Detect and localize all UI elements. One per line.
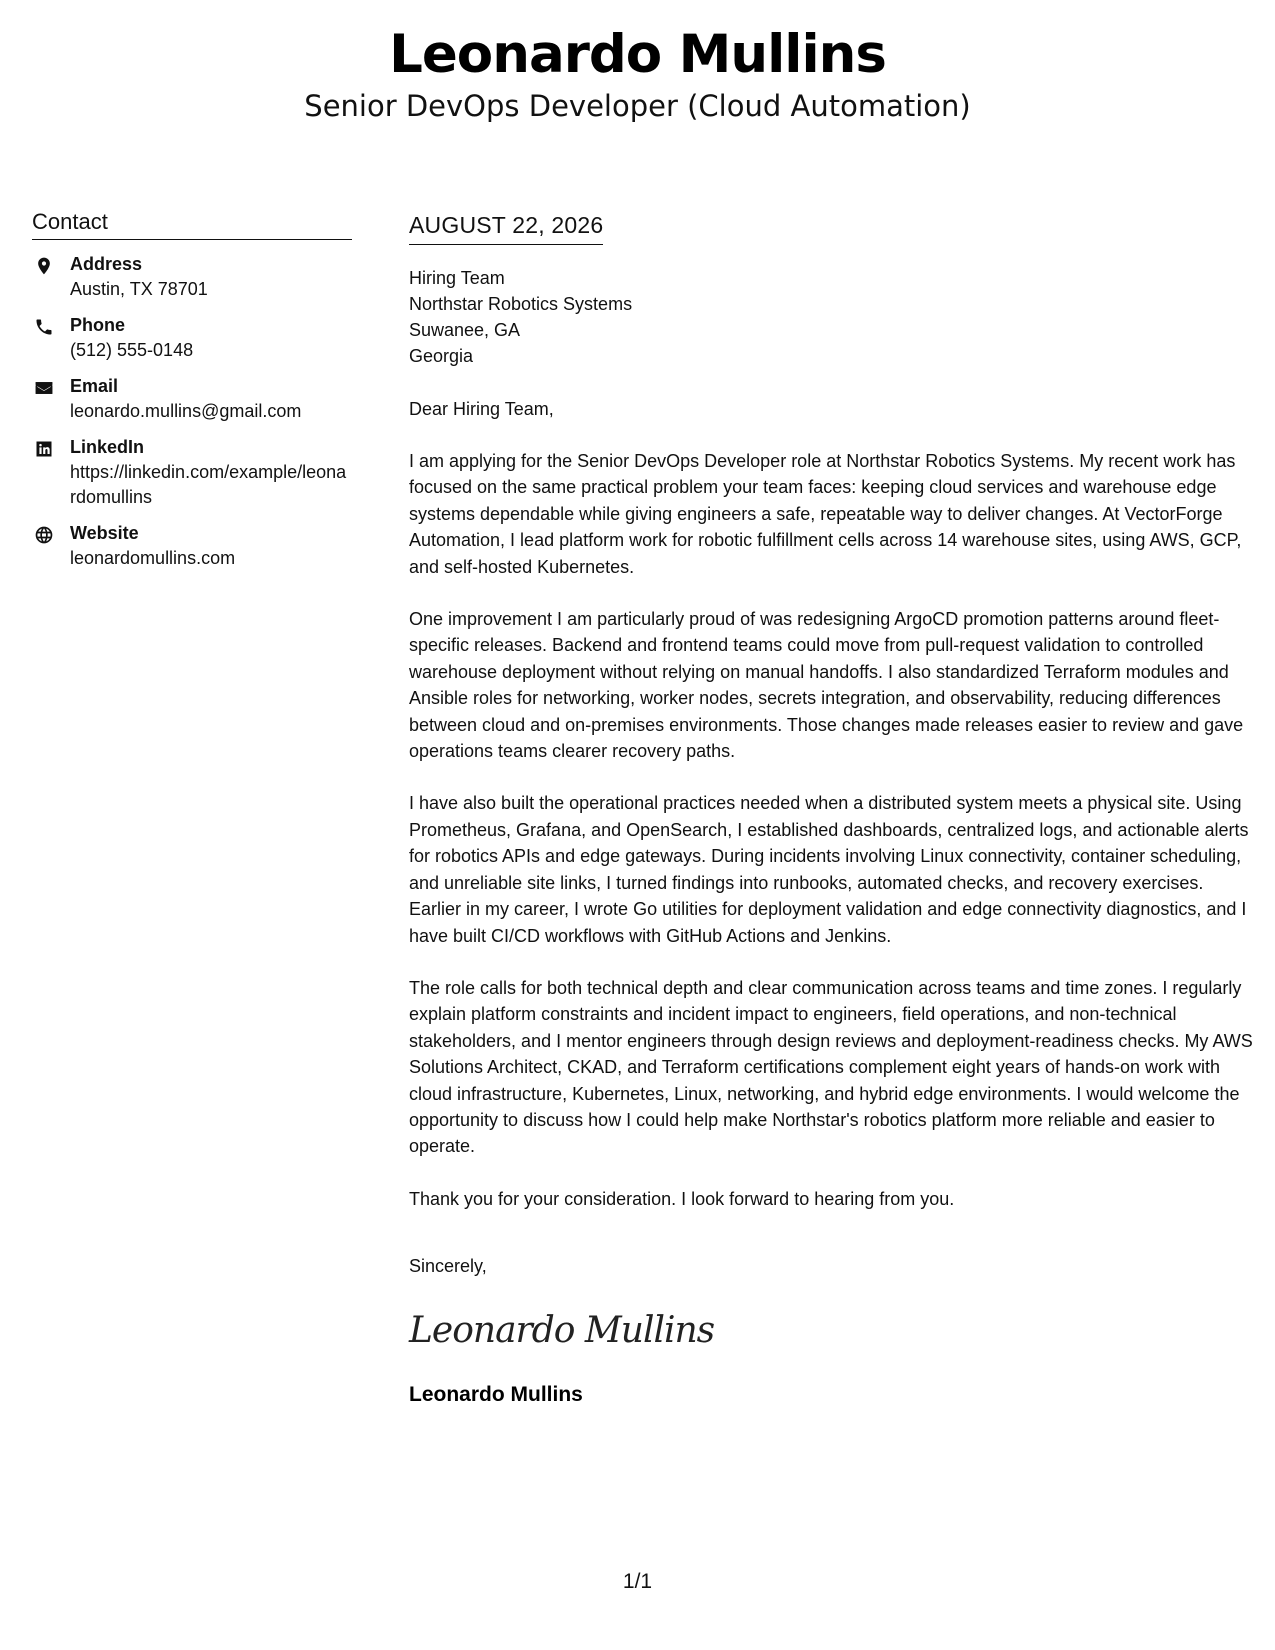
recipient-block	[409, 265, 1254, 369]
letter-header	[0, 22, 1275, 124]
handwritten-signature: Leonardo Mullins	[409, 1310, 715, 1352]
body-paragraph: Thank you for your consideration. I look forward to hearing from you.	[409, 1188, 955, 1209]
recipient-line: Georgia	[409, 346, 474, 366]
contact-value: (512) 555-0148	[70, 340, 194, 360]
contact-item-email	[32, 374, 352, 424]
salutation: Dear Hiring Team,	[409, 399, 554, 419]
contact-label: Website	[70, 523, 139, 543]
signer-name: Leonardo Mullins	[409, 1383, 583, 1407]
contact-value: Austin, TX 78701	[70, 279, 208, 299]
body-paragraph: The role calls for both technical depth and clear communication across teams and time zones. I regularly explain platform constraints and incident impact to engineers, field operations, and non-technical stakeholders, and I mentor engineers through design reviews and deployment-readiness checks. My AWS Solutions Architect, CKAD, and Terraform certifications complement eight years of hands-on work with cloud infrastructure, Kubernetes, Linux, networking, and hybrid edge environments. I would welcome the opportunity to discuss how I could help make Northstar's robotics platform more reliable and easier to operate.	[409, 977, 1253, 1157]
linkedin-icon	[32, 437, 56, 461]
body-paragraph: I am applying for the Senior DevOps Developer role at Northstar Robotics Systems. My recent work has focused on the same practical problem your team faces: keeping cloud services and warehouse edge systems dependable while giving engineers a safe, repeatable way to deliver changes. At VectorForge Automation, I lead platform work for robotic fulfillment cells across 14 warehouse sites, using AWS, GCP, and self-hosted Kubernetes.	[409, 451, 1242, 577]
contact-item-website	[32, 521, 352, 571]
contact-value[interactable]: https://linkedin.com/example/leonardomullins	[70, 462, 347, 507]
body-paragraph: I have also built the operational practices needed when a distributed system meets a physical site. Using Prometheus, Grafana, and OpenSearch, I established dashboards, centralized logs, and actionable alerts for robotics APIs and edge gateways. During incidents involving Linux connectivity, container scheduling, and unreliable site links, I turned findings into runbooks, automated checks, and recovery exercises. Earlier in my career, I wrote Go utilities for deployment validation and edge connectivity diagnostics, and I have built CI/CD workflows with GitHub Actions and Jenkins.	[409, 793, 1249, 946]
recipient-line: Suwanee, GA	[409, 320, 521, 340]
contact-heading: Contact	[32, 208, 352, 240]
letter-date-block	[409, 210, 603, 245]
contact-item-linkedin	[32, 435, 352, 510]
applicant-name: Leonardo Mullins	[389, 24, 886, 85]
contact-value: leonardo.mullins@gmail.com	[70, 401, 302, 421]
contact-item-phone	[32, 313, 352, 363]
contact-item-address	[32, 252, 352, 302]
recipient-line: Northstar Robotics Systems	[409, 294, 633, 314]
contact-list	[32, 252, 352, 571]
contact-value[interactable]: leonardomullins.com	[70, 548, 236, 568]
body-paragraph: One improvement I am particularly proud of was redesigning ArgoCD promotion patterns around fleet-specific releases. Backend and frontend teams could move from pull-request validation to controlled warehouse deployment without relying on manual handoffs. I also standardized Terraform modules and Ansible roles for networking, worker nodes, secrets integration, and observability, reducing differences between cloud and on-premises environments. Those changes made releases easier to review and gave operations teams clearer recovery paths.	[409, 609, 1244, 762]
contact-label: Address	[70, 254, 143, 274]
recipient-line: Hiring Team	[409, 268, 505, 288]
contact-sidebar	[32, 208, 352, 582]
closing: Sincerely,	[409, 1256, 487, 1277]
globe-icon	[32, 523, 56, 547]
letter-date: AUGUST 22, 2026	[409, 212, 604, 238]
page-number: 1/1	[622, 1570, 653, 1593]
contact-label: Phone	[70, 315, 126, 335]
envelope-icon	[32, 376, 56, 400]
contact-label: LinkedIn	[70, 437, 145, 457]
phone-icon	[32, 315, 56, 339]
letter-body	[409, 210, 1254, 1409]
contact-label: Email	[70, 376, 119, 396]
applicant-title: Senior DevOps Developer (Cloud Automation)	[304, 89, 971, 123]
map-pin-icon	[32, 254, 56, 278]
